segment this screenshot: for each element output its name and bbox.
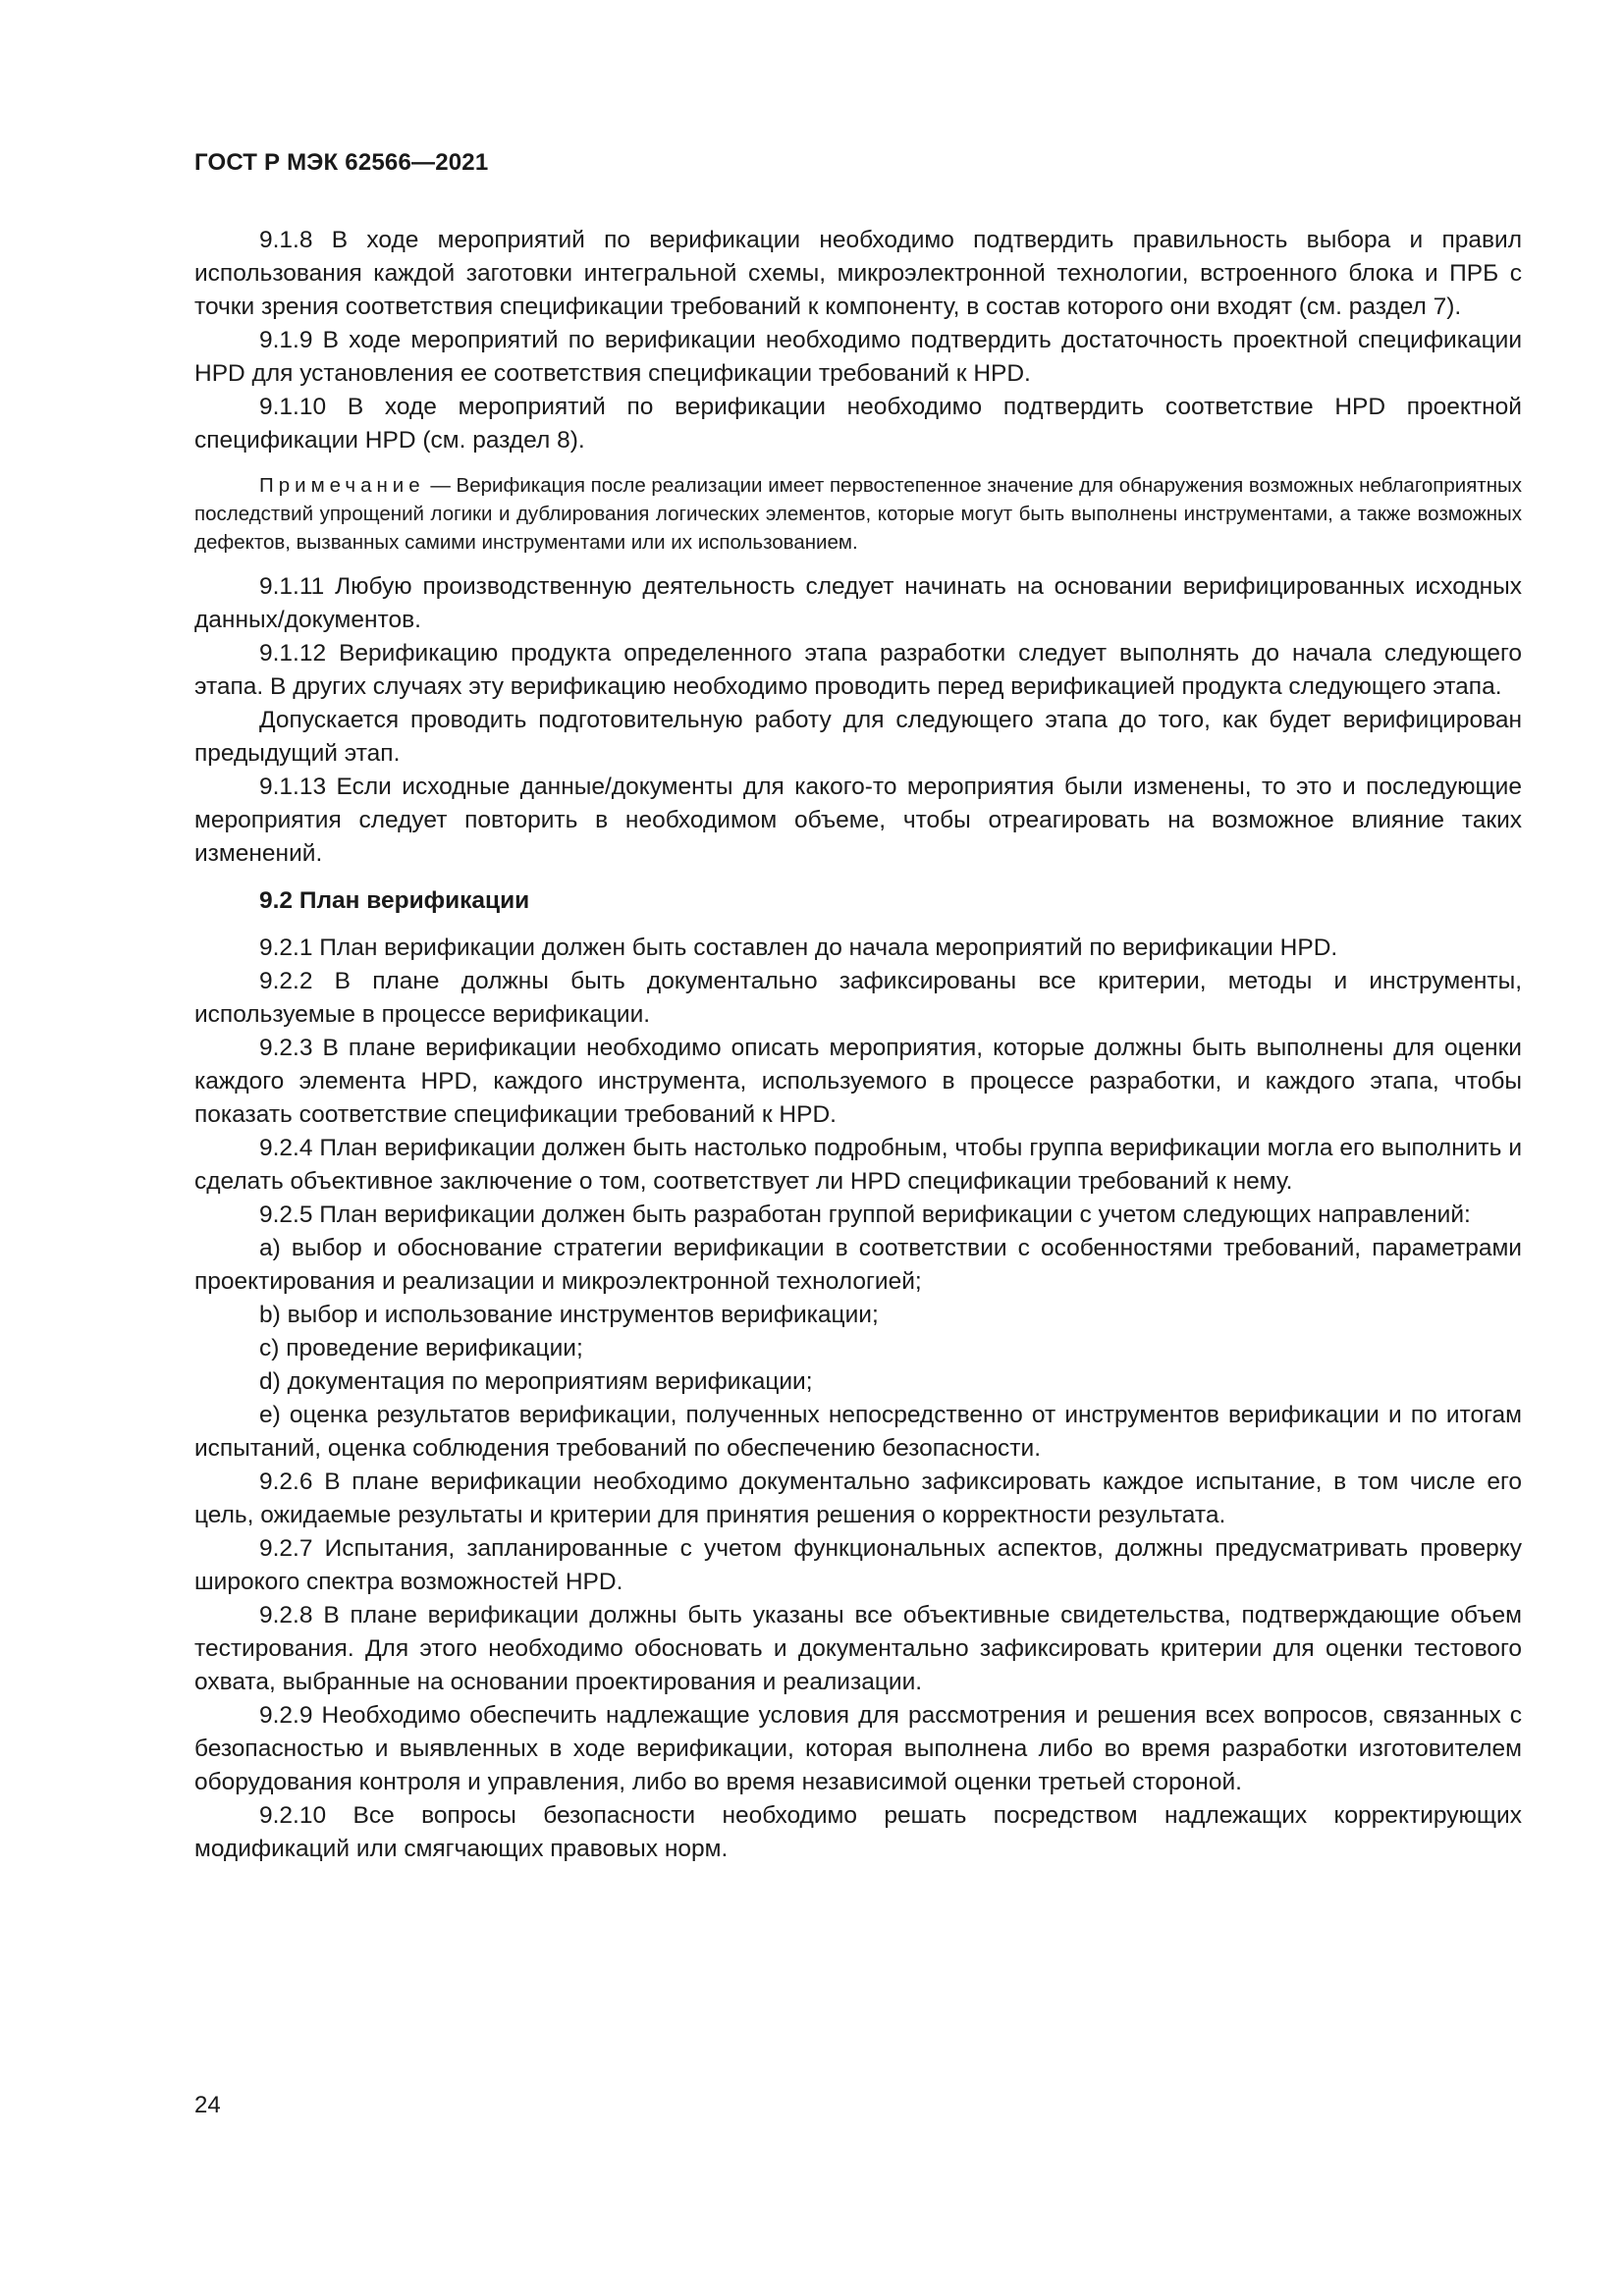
paragraph-9-1-12: 9.1.12 Верификацию продукта определенного этапа разработки следует выполнять до начала следующего этапа. В других случаях эту верификацию необходимо проводить перед верификацией продукта следующего этапа. (194, 640, 1522, 700)
list-item-b: b) выбор и использование инструментов верификации; (259, 1302, 879, 1328)
paragraph-9-2-5: 9.2.5 План верификации должен быть разработан группой верификации с учетом следующих направлений: (259, 1201, 1471, 1228)
paragraph-9-2-9: 9.2.9 Необходимо обеспечить надлежащие условия для рассмотрения и решения всех вопросов, связанных с безопасностью и выявленных в ходе верификации, которая выполнена либо во время разработки изготовителем оборудования контроля и управления, либо во время независимой оценки третьей стороной. (194, 1702, 1522, 1795)
paragraph-9-2-1: 9.2.1 План верификации должен быть составлен до начала мероприятий по верификации HPD. (259, 934, 1338, 961)
paragraph-9-1-8: 9.1.8 В ходе мероприятий по верификации необходимо подтвердить правильность выбора и правил использования каждой заготовки интегральной схемы, микроэлектронной технологии, встроенного блока и ПРБ с точки зрения соответствия спецификации требований к компоненту, в состав которого они входят (см. раздел 7). (194, 227, 1522, 320)
note-label: Примечание (259, 474, 425, 497)
list-item-c: c) проведение верификации; (259, 1335, 583, 1362)
document-header: ГОСТ Р МЭК 62566—2021 (194, 149, 489, 176)
list-item-a: а) выбор и обоснование стратегии верификации в соответствии с особенностями требований, параметрами проектирования и реализации и микроэлектронной технологией; (194, 1235, 1522, 1295)
paragraph-9-2-3: 9.2.3 В плане верификации необходимо описать мероприятия, которые должны быть выполнены для оценки каждого элемента HPD, каждого инструмента, используемого в процессе разработки, и каждого этапа, чтобы показать соответствие спецификации требований к HPD. (194, 1035, 1522, 1128)
page-content (194, 224, 1522, 1866)
note-text: — Верификация после реализации имеет первостепенное значение для обнаружения возможных неблагоприятных последствий упрощений логики и дублирования логических элементов, которые могут быть выполнены инструментами, а также возможных дефектов, вызванных самими инструментами или их использованием. (194, 474, 1522, 554)
paragraph-9-1-10: 9.1.10 В ходе мероприятий по верификации необходимо подтвердить соответствие HPD проектной спецификации HPD (см. раздел 8). (194, 394, 1522, 454)
paragraph-9-2-4: 9.2.4 План верификации должен быть настолько подробным, чтобы группа верификации могла его выполнить и сделать объективное заключение о том, соответствует ли HPD спецификации требований к нему. (194, 1135, 1522, 1195)
section-heading-9-2: 9.2 План верификации (259, 887, 530, 914)
note-block (194, 471, 1522, 557)
list-item-e: e) оценка результатов верификации, полученных непосредственно от инструментов верификации и по итогам испытаний, оценка соблюдения требований по обеспечению безопасности. (194, 1402, 1522, 1462)
paragraph-9-2-2: 9.2.2 В плане должны быть документально зафиксированы все критерии, методы и инструменты, используемые в процессе верификации. (194, 968, 1522, 1028)
page-number: 24 (194, 2092, 221, 2118)
paragraph-9-2-8: 9.2.8 В плане верификации должны быть указаны все объективные свидетельства, подтверждающие объем тестирования. Для этого необходимо обосновать и документально зафиксировать критерии для оценки тестового охвата, выбранные на основании проектирования и реализации. (194, 1602, 1522, 1695)
paragraph-preparatory-work: Допускается проводить подготовительную работу для следующего этапа до того, как будет верифицирован предыдущий этап. (194, 707, 1522, 767)
paragraph-9-1-11: 9.1.11 Любую производственную деятельность следует начинать на основании верифицированных исходных данных/документов. (194, 573, 1522, 633)
paragraph-9-1-9: 9.1.9 В ходе мероприятий по верификации необходимо подтвердить достаточность проектной спецификации HPD для установления ее соответствия спецификации требований к HPD. (194, 327, 1522, 387)
list-item-d: d) документация по мероприятиям верификации; (259, 1368, 813, 1395)
paragraph-9-1-13: 9.1.13 Если исходные данные/документы для какого-то мероприятия были изменены, то это и последующие мероприятия следует повторить в необходимом объеме, чтобы отреагировать на возможное влияние таких изменений. (194, 774, 1522, 867)
paragraph-9-2-7: 9.2.7 Испытания, запланированные с учетом функциональных аспектов, должны предусматривать проверку широкого спектра возможностей HPD. (194, 1535, 1522, 1595)
paragraph-9-2-10: 9.2.10 Все вопросы безопасности необходимо решать посредством надлежащих корректирующих модификаций или смягчающих правовых норм. (194, 1802, 1522, 1862)
paragraph-9-2-6: 9.2.6 В плане верификации необходимо документально зафиксировать каждое испытание, в том числе его цель, ожидаемые результаты и критерии для принятия решения о корректности результата. (194, 1468, 1522, 1528)
